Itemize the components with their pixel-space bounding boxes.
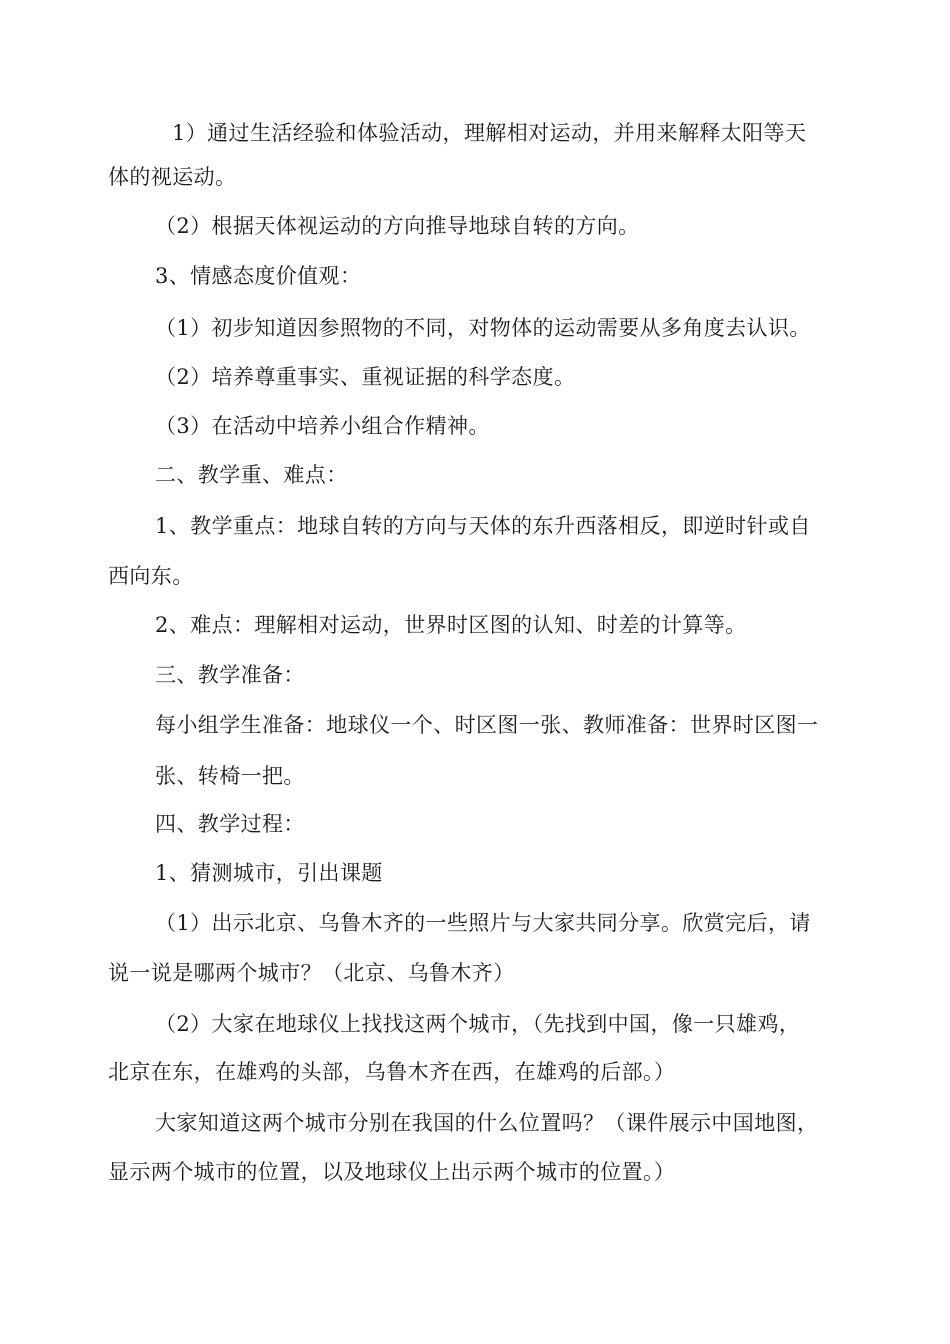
attitude-item-2: （2）培养尊重事实、重视证据的科学态度。 bbox=[155, 365, 576, 389]
process-step-1-item-1-cont: 说一说是哪两个城市？（北京、乌鲁木齐） bbox=[108, 961, 515, 985]
process-step-1-item-2: （2）大家在地球仪上找找这两个城市，（先找到中国，像一只雄鸡， bbox=[155, 1012, 801, 1036]
attitude-item-1: （1）初步知道因参照物的不同，对物体的运动需要从多角度去认识。 bbox=[155, 316, 811, 340]
process-step-1-title: 1、猜测城市，引出课题 bbox=[155, 861, 383, 885]
process-question-line-cont: 显示两个城市的位置，以及地球仪上出示两个城市的位置。） bbox=[108, 1160, 676, 1184]
section-heading-key-points: 二、教学重、难点： bbox=[155, 463, 348, 487]
attitude-item-3: （3）在活动中培养小组合作精神。 bbox=[155, 414, 490, 438]
objective-line-2: （2）根据天体视运动的方向推导地球自转的方向。 bbox=[155, 214, 640, 238]
process-step-1-item-1: （1）出示北京、乌鲁木齐的一些照片与大家共同分享。欣赏完后，请 bbox=[155, 911, 811, 935]
section-heading-process: 四、教学过程： bbox=[155, 812, 305, 836]
preparation-line-cont: 张、转椅一把。 bbox=[155, 764, 305, 788]
objective-line-1-cont: 体的视运动。 bbox=[108, 165, 237, 189]
objective-line-1: 1）通过生活经验和体验活动，理解相对运动，并用来解释太阳等天 bbox=[172, 121, 807, 145]
preparation-line: 每小组学生准备：地球仪一个、时区图一张、教师准备：世界时区图一 bbox=[155, 713, 819, 737]
key-point-line: 1、教学重点：地球自转的方向与天体的东升西落相反，即逆时针或自 bbox=[155, 514, 811, 538]
section-heading-preparation: 三、教学准备： bbox=[155, 663, 305, 687]
key-point-line-cont: 西向东。 bbox=[108, 564, 194, 588]
difficulty-line: 2、难点：理解相对运动，世界时区图的认知、时差的计算等。 bbox=[155, 613, 747, 637]
section-heading-attitude: 3、情感态度价值观： bbox=[155, 264, 362, 288]
process-question-line: 大家知道这两个城市分别在我国的什么位置吗？（课件展示中国地图， bbox=[155, 1111, 819, 1135]
process-step-1-item-2-cont: 北京在东，在雄鸡的头部，乌鲁木齐在西，在雄鸡的后部。） bbox=[108, 1060, 676, 1084]
